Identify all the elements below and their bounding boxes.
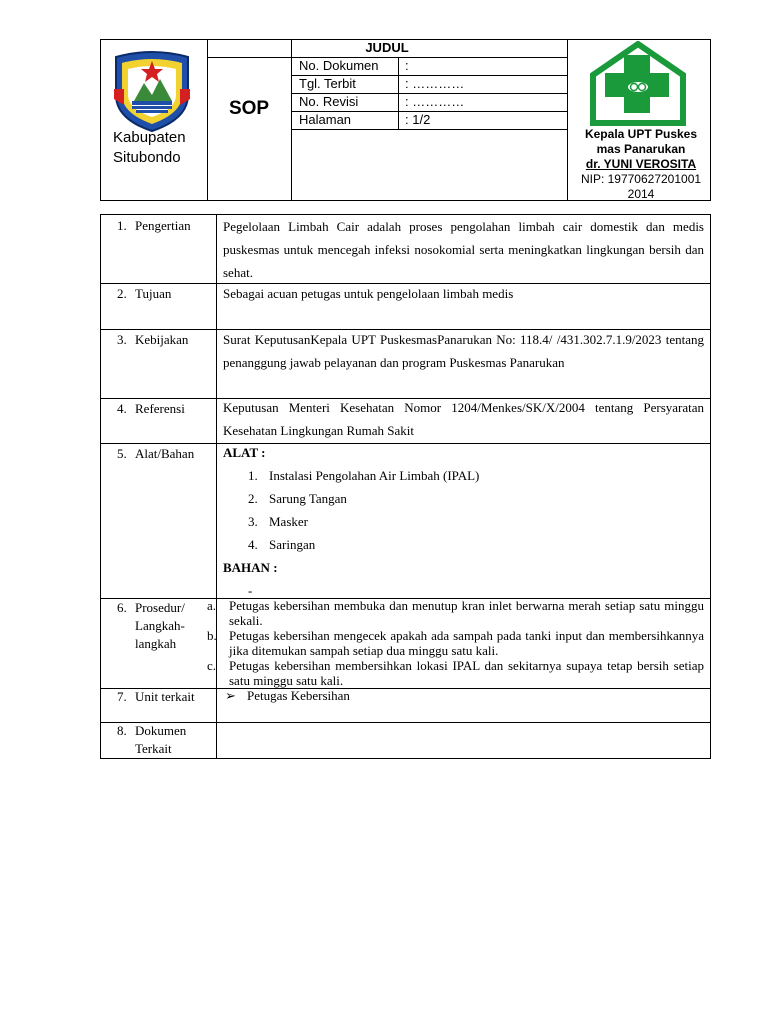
field-value-tgl-terbit: : ………… (405, 76, 465, 91)
list-item: 3. Masker (248, 514, 308, 529)
list-item: 4. Saringan (248, 537, 316, 552)
kebijakan-text: Surat KeputusanKepala UPT PuskesmasPanarukan No: 118.4/ /431.302.7.1.9/2023 tentang penanggung jawab pelayanan dan program Puskesmas Panarukan (223, 332, 704, 370)
sop-label: SOP (228, 98, 270, 119)
unit-terkait-content (217, 685, 698, 707)
row-label-text: Referensi (135, 401, 185, 416)
row-number: 5. (117, 446, 127, 461)
head-nip-line-2: 2014 (627, 187, 655, 201)
list-item: a. Petugas kebersihan membuka dan menutup kran inlet berwarna merah setiap satu minggu sekali. (207, 598, 704, 628)
regency-emblem-logo (110, 49, 194, 133)
row-number: 6. (117, 600, 127, 615)
head-title-line-1: Kepala UPT Puskes (584, 127, 698, 141)
row-label-text: Pengertian (135, 218, 191, 233)
field-label-tgl-terbit: Tgl. Terbit (299, 76, 356, 91)
row-label-text: Alat/Bahan (135, 446, 195, 461)
sop-header (100, 39, 711, 201)
field-value-halaman: : 1/2 (405, 112, 431, 127)
regency-line-1: Kabupaten (113, 129, 186, 146)
row-number: 4. (117, 401, 127, 416)
row-label-text: Unit terkait (135, 689, 195, 704)
alat-bahan-content (223, 441, 704, 602)
list-item: ➢ Petugas Kebersihan (217, 685, 698, 707)
list-item: 2. Sarung Tangan (248, 491, 347, 506)
alat-title: ALAT : (223, 445, 266, 460)
row-label-text: Tujuan (135, 286, 172, 301)
row-label-text: Kebijakan (135, 332, 189, 347)
sop-body-table (100, 214, 711, 759)
row-number: 2. (117, 286, 127, 301)
row-number: 8. (117, 723, 127, 738)
pengertian-text: Pegelolaan Limbah Cair adalah proses pengolahan limbah cair domestik dan medis puskesmas untuk mencegah infeksi nosokomial serta meningkatkan lingkungan bersih dan sehat. (223, 219, 704, 280)
head-signature-block (571, 127, 711, 202)
head-nip-line-1: NIP: 19770627201001 (580, 172, 702, 186)
regency-line-2: Situbondo (113, 149, 181, 166)
list-item: b. Petugas kebersihan mengecek apakah ada sampah pada tanki input dan membersihkannya jika ditemukan sampah setiap dua minggu satu kali. (207, 628, 704, 658)
row-number: 7. (117, 689, 127, 704)
bahan-title: BAHAN : (223, 560, 278, 575)
title-label: JUDUL (365, 40, 409, 55)
row-number: 3. (117, 332, 127, 347)
alat-list (223, 464, 704, 556)
field-label-no-dokumen: No. Dokumen (299, 58, 379, 73)
referensi-text: Keputusan Menteri Kesehatan Nomor 1204/Menkes/SK/X/2004 tentang Persyaratan Kesehatan Lingkungan Rumah Sakit (223, 400, 704, 438)
row-number: 1. (117, 218, 127, 233)
prosedur-list (207, 598, 704, 688)
list-item: 1. Instalasi Pengolahan Air Limbah (IPAL) (248, 468, 480, 483)
row-label-text: Dokumen Terkait (135, 723, 187, 756)
field-label-no-revisi: No. Revisi (299, 94, 359, 109)
field-label-halaman: Halaman (299, 112, 352, 127)
field-value-no-dokumen: : (405, 58, 409, 73)
list-item: c. Petugas kebersihan membersihkan lokasi IPAL dan sekitarnya supaya tetap bersih setiap satu minggu satu kali. (207, 658, 704, 688)
head-title-line-2: mas Panarukan (596, 142, 686, 156)
regency-name (113, 128, 213, 168)
head-name: dr. YUNI VEROSITA (585, 157, 697, 171)
row-label-text: Prosedur/ Langkah- langkah (135, 600, 185, 651)
tujuan-text: Sebagai acuan petugas untuk pengelolaan limbah medis (223, 286, 514, 301)
arrow-bullet-icon: ➢ (225, 688, 236, 703)
bahan-item: - (248, 583, 253, 598)
puskesmas-logo (587, 41, 689, 127)
field-value-no-revisi: : ………… (405, 94, 465, 109)
